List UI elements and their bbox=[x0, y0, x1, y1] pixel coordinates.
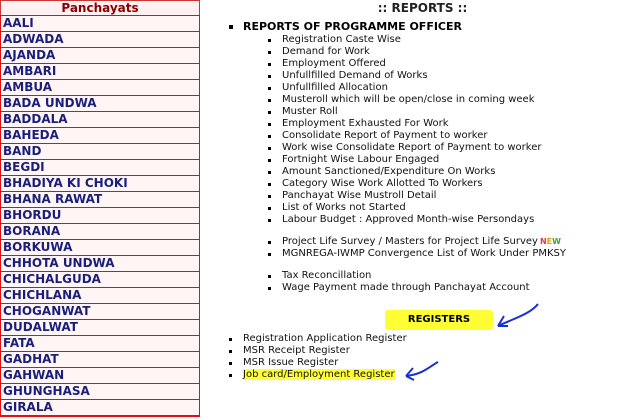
report-link[interactable]: MGNREGA-IWMP Convergence List of Work Under PMKSY bbox=[268, 248, 566, 260]
report-link[interactable]: Demand for Work bbox=[268, 46, 566, 58]
report-link[interactable]: Muster Roll bbox=[268, 106, 566, 118]
panchayat-link[interactable]: ADWADA bbox=[1, 32, 199, 48]
register-link[interactable]: Job card/Employment Register bbox=[229, 369, 407, 381]
spacer bbox=[268, 226, 566, 236]
report-link[interactable]: Wage Payment made through Panchayat Account bbox=[268, 282, 566, 294]
arrow-icon bbox=[490, 300, 540, 330]
panchayat-link[interactable]: GADHAT bbox=[1, 352, 199, 368]
panchayat-link[interactable]: BHADIYA KI CHOKI bbox=[1, 176, 199, 192]
report-link[interactable]: Consolidate Report of Payment to worker bbox=[268, 130, 566, 142]
register-link[interactable]: MSR Receipt Register bbox=[229, 345, 407, 357]
report-link[interactable]: Unfullfilled Demand of Works bbox=[268, 70, 566, 82]
new-badge-icon: NEW bbox=[539, 237, 561, 246]
report-link[interactable]: Employment Exhausted For Work bbox=[268, 118, 566, 130]
reports-title: :: REPORTS :: bbox=[377, 1, 468, 15]
report-link[interactable]: Labour Budget : Approved Month-wise Persondays bbox=[268, 214, 566, 226]
spacer bbox=[268, 260, 566, 270]
panchayat-link[interactable]: AMBUA bbox=[1, 80, 199, 96]
panchayat-link[interactable]: DUDALWAT bbox=[1, 320, 199, 336]
panchayat-link[interactable]: BHANA RAWAT bbox=[1, 192, 199, 208]
report-link[interactable]: Employment Offered bbox=[268, 58, 566, 70]
panchayat-link[interactable]: BAHEDA bbox=[1, 128, 199, 144]
programme-officer-report-list bbox=[268, 34, 566, 294]
panchayat-link[interactable]: BORANA bbox=[1, 224, 199, 240]
panchayat-link[interactable]: BADA UNDWA bbox=[1, 96, 199, 112]
panchayat-link[interactable]: GAHWAN bbox=[1, 368, 199, 384]
panchayat-link[interactable]: BAND bbox=[1, 144, 199, 160]
report-link[interactable]: Registration Caste Wise bbox=[268, 34, 566, 46]
panchayat-link[interactable]: FATA bbox=[1, 336, 199, 352]
report-link[interactable]: Unfullfilled Allocation bbox=[268, 82, 566, 94]
panchayat-link[interactable]: BEGDI bbox=[1, 160, 199, 176]
arrow-icon bbox=[400, 360, 440, 382]
panchayat-list bbox=[0, 15, 200, 417]
panchayat-link[interactable]: BORKUWA bbox=[1, 240, 199, 256]
programme-officer-heading: REPORTS OF PROGRAMME OFFICER bbox=[229, 20, 462, 33]
report-link[interactable]: List of Works not Started bbox=[268, 202, 566, 214]
panchayat-link[interactable]: CHOGANWAT bbox=[1, 304, 199, 320]
registers-list bbox=[229, 333, 407, 381]
panchayat-link[interactable]: BADDALA bbox=[1, 112, 199, 128]
bullet-icon bbox=[229, 25, 233, 29]
panchayat-link[interactable]: AALI bbox=[1, 16, 199, 32]
report-link[interactable]: Fortnight Wise Labour Engaged bbox=[268, 154, 566, 166]
register-link[interactable]: MSR Issue Register bbox=[229, 357, 407, 369]
report-link[interactable]: Project Life Survey / Masters for Project Life Survey $^{NEW}$ bbox=[268, 236, 566, 248]
panchayat-link[interactable]: BHORDU bbox=[1, 208, 199, 224]
report-link[interactable]: Tax Reconcillation bbox=[268, 270, 566, 282]
panchayat-sidebar bbox=[0, 0, 200, 419]
panchayat-header: Panchayats bbox=[0, 0, 200, 15]
panchayat-link[interactable]: CHICHALGUDA bbox=[1, 272, 199, 288]
panchayat-link[interactable]: GHUNGHASA bbox=[1, 384, 199, 400]
report-link[interactable]: Panchayat Wise Mustroll Detail bbox=[268, 190, 566, 202]
report-link[interactable]: Musteroll which will be open/close in coming week bbox=[268, 94, 566, 106]
panchayat-link[interactable]: AJANDA bbox=[1, 48, 199, 64]
registers-heading: REGISTERS bbox=[385, 310, 493, 330]
panchayat-link[interactable]: CHHOTA UNDWA bbox=[1, 256, 199, 272]
panchayat-link[interactable]: GIRALA bbox=[1, 400, 199, 416]
panchayat-link[interactable]: AMBARI bbox=[1, 64, 199, 80]
report-link[interactable]: Amount Sanctioned/Expenditure On Works bbox=[268, 166, 566, 178]
report-link[interactable]: Category Wise Work Allotted To Workers bbox=[268, 178, 566, 190]
register-link[interactable]: Registration Application Register bbox=[229, 333, 407, 345]
reports-panel bbox=[205, 0, 640, 419]
report-link[interactable]: Work wise Consolidate Report of Payment to worker bbox=[268, 142, 566, 154]
panchayat-link[interactable]: CHICHLANA bbox=[1, 288, 199, 304]
